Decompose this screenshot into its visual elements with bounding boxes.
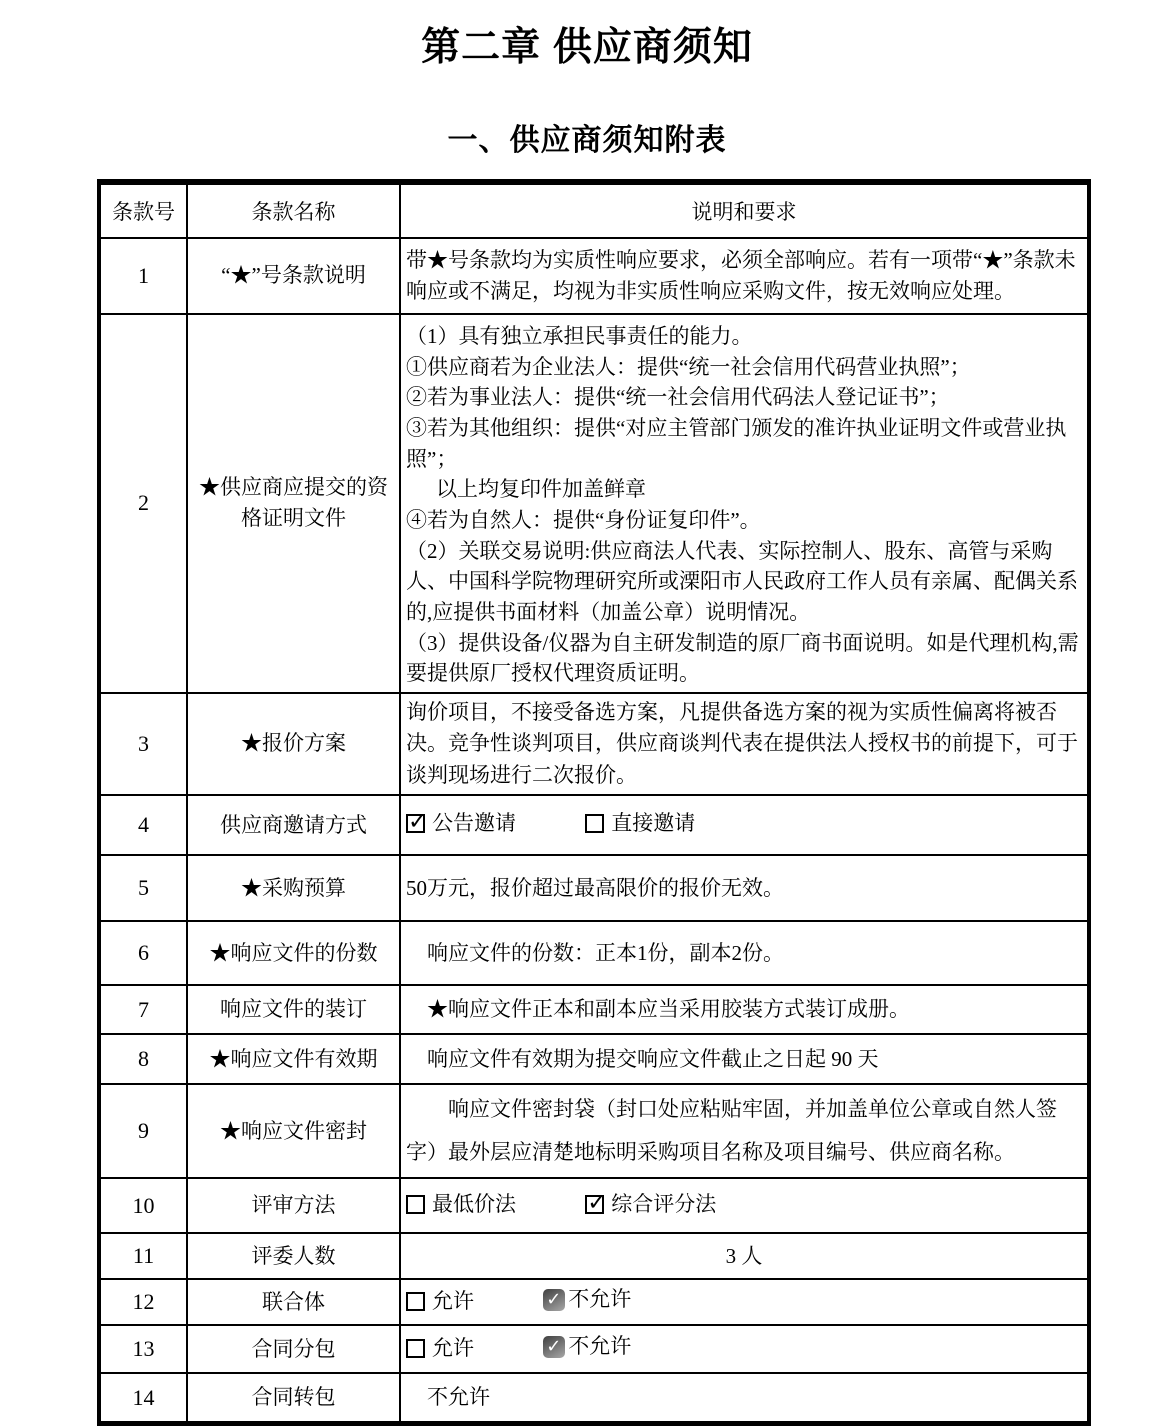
clause-desc	[400, 795, 1089, 855]
table-row	[99, 238, 1089, 314]
clause-no: 12	[99, 1279, 187, 1325]
option-label: 直接邀请	[611, 811, 696, 835]
clause-no: 2	[99, 314, 187, 693]
clause-name: ★供应商应提交的资格证明文件	[187, 314, 400, 693]
paragraph: ①供应商若为企业法人：提供“统一社会信用代码营业执照”；	[406, 354, 971, 379]
clause-no: 4	[99, 795, 187, 855]
option-label: 允许	[432, 1335, 474, 1360]
clause-no: 11	[99, 1233, 187, 1279]
clause-name: ★响应文件的份数	[187, 921, 400, 985]
clause-no: 14	[99, 1373, 187, 1423]
option-lowest-price-method[interactable]	[406, 1189, 516, 1221]
clause-name: 响应文件的装订	[187, 985, 400, 1034]
clause-desc: 询价项目，不接受备选方案，凡提供备选方案的视为实质性偏离将被否决。竞争性谈判项目，供应商谈判代表在提供法人授权书的前提下，可于谈判现场进行二次报价。	[400, 693, 1089, 796]
table-row	[99, 795, 1089, 855]
clause-desc: 响应文件密封袋（封口处应粘贴牢固，并加盖单位公章或自然人签字）最外层应清楚地标明采购项目名称及项目编号、供应商名称。	[400, 1084, 1089, 1178]
checkbox-checked-icon[interactable]	[406, 814, 425, 833]
clause-no: 10	[99, 1178, 187, 1233]
clause-name: 供应商邀请方式	[187, 795, 400, 855]
clause-name: 合同转包	[187, 1373, 400, 1423]
option-label: 综合评分法	[611, 1191, 717, 1216]
clause-desc	[400, 1279, 1089, 1325]
col-header-clause-no: 条款号	[99, 182, 187, 238]
clause-name: 合同分包	[187, 1325, 400, 1373]
clause-no: 8	[99, 1034, 187, 1084]
option-public-invitation[interactable]	[406, 808, 516, 840]
clause-desc	[400, 1178, 1089, 1233]
clause-no: 5	[99, 855, 187, 921]
clause-desc: 带★号条款均为实质性响应要求，必须全部响应。若有一项带“★”条款未响应或不满足，均视为非实质性响应采购文件，按无效响应处理。	[400, 238, 1089, 314]
table-row	[99, 985, 1089, 1034]
clause-desc: 3 人	[400, 1233, 1089, 1279]
col-header-clause-name: 条款名称	[187, 182, 400, 238]
clause-desc: 50万元，报价超过最高限价的报价无效。	[400, 855, 1089, 921]
option-subcontract-allowed[interactable]	[406, 1333, 474, 1365]
clause-name: ★响应文件有效期	[187, 1034, 400, 1084]
section-title: 一、供应商须知附表	[447, 124, 727, 157]
chapter-title: 第二章 供应商须知	[421, 26, 753, 69]
table-row	[99, 1178, 1089, 1233]
clause-name: ★采购预算	[187, 855, 400, 921]
table-row	[99, 1034, 1089, 1084]
checkbox-checked-icon[interactable]	[543, 1336, 565, 1358]
clause-no: 1	[99, 238, 187, 314]
table-row	[99, 1084, 1089, 1178]
option-subcontract-not-allowed[interactable]	[543, 1331, 631, 1363]
clause-desc	[400, 314, 1089, 693]
table-row	[99, 1279, 1089, 1325]
paragraph: ②若为事业法人：提供“统一社会信用代码法人登记证书”；	[406, 385, 950, 410]
clause-no: 3	[99, 693, 187, 796]
option-label: 不允许	[568, 1287, 632, 1312]
clause-desc: 响应文件有效期为提交响应文件截止之日起 90 天	[400, 1034, 1089, 1084]
option-comprehensive-scoring-method[interactable]	[585, 1189, 716, 1221]
table-row	[99, 855, 1089, 921]
table-header-row	[99, 182, 1089, 238]
checkbox-unchecked-icon[interactable]	[406, 1195, 425, 1214]
table-row	[99, 693, 1089, 796]
col-header-requirements: 说明和要求	[400, 182, 1089, 238]
option-direct-invitation[interactable]	[585, 808, 695, 840]
clause-desc: ★响应文件正本和副本应当采用胶装方式装订成册。	[400, 985, 1089, 1034]
option-consortium-not-allowed[interactable]	[543, 1284, 631, 1316]
table-row	[99, 314, 1089, 693]
clause-no: 6	[99, 921, 187, 985]
option-label: 不允许	[568, 1334, 632, 1359]
option-label: 公告邀请	[432, 811, 516, 835]
supplier-notice-table	[97, 179, 1091, 1426]
clause-name: ★响应文件密封	[187, 1084, 400, 1178]
clause-name: 评审方法	[187, 1178, 400, 1233]
checkbox-unchecked-icon[interactable]	[406, 1339, 425, 1358]
option-label: 最低价法	[432, 1191, 516, 1216]
checkbox-checked-icon[interactable]	[585, 1195, 604, 1214]
clause-desc: 响应文件的份数：正本1份，副本2份。	[400, 921, 1089, 985]
table-row	[99, 921, 1089, 985]
option-label: 允许	[432, 1288, 474, 1313]
paragraph: （3）提供设备/仪器为自主研发制造的原厂商书面说明。如是代理机构,需要提供原厂授权代理资质证明。	[406, 630, 1079, 686]
clause-name: “★”号条款说明	[187, 238, 400, 314]
checkbox-unchecked-icon[interactable]	[406, 1292, 425, 1311]
checkbox-checked-icon[interactable]	[543, 1289, 565, 1311]
paragraph: 以上均复印件加盖鲜章	[436, 477, 646, 502]
paragraph: （1）具有独立承担民事责任的能力。	[406, 324, 753, 348]
clause-desc: 不允许	[400, 1373, 1089, 1423]
clause-name: ★报价方案	[187, 693, 400, 796]
paragraph: ③若为其他组织：提供“对应主管部门颁发的准许执业证明文件或营业执照”；	[406, 415, 1067, 471]
clause-no: 9	[99, 1084, 187, 1178]
checkbox-unchecked-icon[interactable]	[585, 814, 604, 833]
table-row	[99, 1373, 1089, 1423]
paragraph: ④若为自然人：提供“身份证复印件”。	[406, 507, 761, 532]
paragraph: （2）关联交易说明:供应商法人代表、实际控制人、股东、高管与采购人、中国科学院物理研究所或溧阳市人民政府工作人员有亲属、配偶关系的,应提供书面材料（加盖公章）说明情况。	[406, 538, 1078, 624]
table-row	[99, 1233, 1089, 1279]
clause-no: 7	[99, 985, 187, 1034]
clause-desc	[400, 1325, 1089, 1373]
option-consortium-allowed[interactable]	[406, 1286, 474, 1318]
clause-name: 评委人数	[187, 1233, 400, 1279]
clause-name: 联合体	[187, 1279, 400, 1325]
clause-no: 13	[99, 1325, 187, 1373]
table-row	[99, 1325, 1089, 1373]
